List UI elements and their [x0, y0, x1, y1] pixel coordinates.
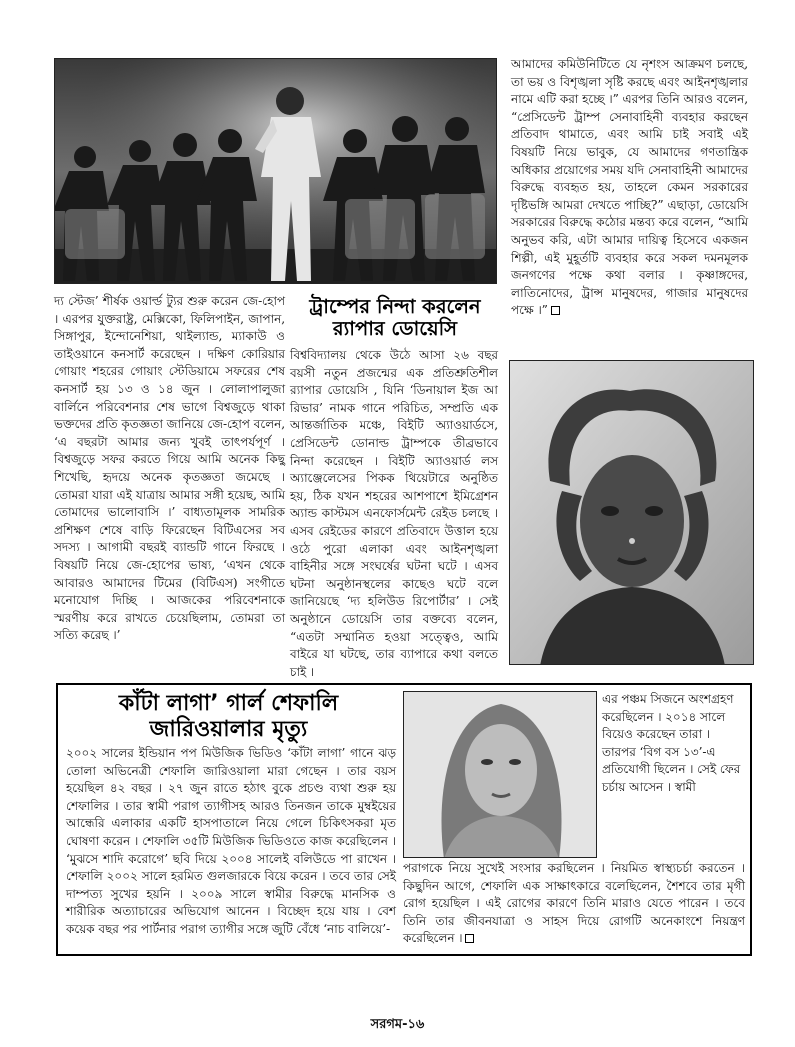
page-number	[0, 1015, 795, 1036]
shefali-portrait-illustration	[404, 692, 597, 858]
shefali-headline-line1: কাঁটা লাগা’ গার্ল শেফালি	[118, 691, 339, 716]
top-right-column-text	[511, 56, 748, 356]
stage-photo-illustration	[55, 59, 497, 284]
doechii-portrait-illustration	[510, 361, 754, 665]
shefali-portrait-photo	[403, 691, 597, 858]
shefali-bottom-body: পরাগকে নিয়ে সুখেই সংসার করছিলেন । নিয়মিত স্বাস্থ্যচর্চা করতেন । কিছুদিন আগে, শেফালি এক সাক্ষাৎকারে বলেছিলেন, শৈশবে তার মৃগী রোগ হয়েছিল । এই রোগের কারণে তিনি মারাও যেতে পারেন । তবে তিনি তার জীবনযাত্রা ও সাহস দিয়ে রোগটি অনেকাংশে নিয়ন্ত্রণ করেছিলেন ।	[403, 861, 745, 946]
doechii-article-body: বিশ্ববিদ্যালয় থেকে উঠে আসা ২৬ বছর বয়সী নতুন প্রজন্মের এক প্রতিশ্রুতিশীল র‍্যাপার ডোয়েসি , যিনি ‘ডিনায়াল ইজ আ রিভার’ নামক গানে পরিচিত, সম্প্রতি এক আন্তর্জাতিক মঞ্চে, বিইটি অ্যাওয়ার্ডসে, প্রেসিডেন্ট ডোনাল্ড ট্রাম্পকে তীব্রভাবে নিন্দা করেছেন । বিইটি অ্যাওয়ার্ড লস অ্যাঞ্জেলেসের পিকক থিয়েটারে অনুষ্ঠিত হয়, ঠিক যখন শহরের আশপাশে ইমিগ্রেশন অ্যান্ড কাস্টমস এনফোর্সমেন্ট রেইড চলছে । এসব রেইডের কারণে প্রতিবাদে উত্তাল হয়ে ওঠে পুরো এলাকা এবং আইনশৃঙ্খলা বাহিনীর সঙ্গে সংঘর্ষের ঘটনা ঘটে । এসব ঘটনা অনুষ্ঠানস্থলের কাছেও ঘটে বলে জানিয়েছে ‘দ্য হলিউড রিপোর্টার’ । সেই অনুষ্ঠানে ডোয়েসি তার বক্তব্যে বলেন, “এতটা সম্মানিত হওয়া সত্ত্বেও, আমি বাইরে যা ঘটছে, তার ব্যাপারে কথা বলতে চাই ।	[290, 348, 498, 679]
shefali-headline-line2: জারিওয়ালার মৃত্যু	[149, 717, 308, 742]
doechii-article-text	[290, 347, 498, 679]
doechii-headline-line1: ট্রাম্পের নিন্দা করলেন	[309, 295, 481, 318]
page-number-text: সরগম-১৬	[370, 1017, 425, 1032]
shefali-bottom-text	[403, 860, 745, 950]
doechii-headline-line2: র‍্যাপার ডোয়েসি	[332, 317, 458, 340]
shefali-headline	[66, 691, 391, 743]
shefali-narrow-body: এর পঞ্চম সিজনে অংশগ্রহণ করেছিলেন । ২০১৪ সালে বিয়েও করেছেন তারা । তারপর ‘বিগ বস ১৩’-এ প্রতিযোগী ছিলেন । সেই ফের চর্চায় আসেন । স্বামী	[602, 692, 741, 794]
doechii-portrait-photo	[509, 360, 754, 665]
shefali-narrow-text	[602, 691, 744, 861]
end-mark-icon	[465, 934, 474, 943]
donovan-quote-continuation: আমাদের কমিউনিটিতে যে নৃশংস আক্রমণ চলছে, তা ভয় ও বিশৃঙ্খলা সৃষ্টি করছে এবং আইনশৃঙ্খলার নামে এটি করা হচ্ছে ।” এরপর তিনি আরও বলেন, “প্রেসিডেন্ট ট্রাম্প সেনাবাহিনী ব্যবহার করছেন প্রতিবাদ থামাতে, এবং আমি চাই সবাই এই বিষয়টি নিয়ে ভাবুক, যে আমাদের গণতান্ত্রিক অধিকার প্রয়োগের সময় যদি সেনাবাহিনী আমাদের বিরুদ্ধে ব্যবহৃত হয়, তাহলে কেমন সরকারের দৃষ্টিভঙ্গি আমরা দেখতে পাচ্ছি?” এছাড়া, ডোয়েসি সরকারের বিরুদ্ধে কঠোর মন্তব্য করে বলেন, “আমি অনুভব করি, এটা আমার দায়িত্ব হিসেবে একজন শিল্পী, এই মুহূর্তটি ব্যবহার করে সকল দমনমূলক জনগণের পক্ষে কথা বলার । কৃষ্ণাঙ্গদের, লাতিনোদের, ট্রান্স মানুষদের, গাজার মানুষদের পক্ষে ।”	[511, 57, 748, 318]
bts-stage-photo	[54, 58, 497, 284]
end-mark-icon	[551, 306, 560, 315]
doechii-headline	[290, 296, 500, 340]
shefali-main-text	[66, 745, 396, 945]
shefali-main-body: ২০০২ সালের ইন্ডিয়ান পপ মিউজিক ভিডিও ‘কাঁটা লাগা’ গানে ঝড় তোলা অভিনেত্রী শেফালি জারিওয়ালা মারা গেছেন । তার বয়স হয়েছিল ৪২ বছর । ২৭ জুন রাতে হঠাৎ বুকে প্রচণ্ড ব্যথা শুরু হয় শেফালির । তার স্বামী পরাগ ত্যাগীসহ আরও তিনজন তাকে মুম্বইয়ের আন্ধেরি এলাকার একটি হাসপাতালে নিয়ে গেলে চিকিৎসকরা মৃত ঘোষণা করেন । শেফালি ৩৫টি মিউজিক ভিডিওতে কাজ করেছিলেন । ‘মুঝসে শাদি করোগে’ ছবি দিয়ে ২০০৪ সালেই বলিউডে পা রাখেন । শেফালি ২০০২ সালে হরমিত গুলজারকে বিয়ে করেন । তবে তার সেই দাম্পত্য সুখের হয়নি । ২০০৯ সালে স্বামীর বিরুদ্ধে মানসিক ও শারীরিক অত্যাচারের অভিযোগ আনেন । বিচ্ছেদ হয়ে যায় । বেশ কয়েক বছর পর পার্টনার পরাগ ত্যাগীর সঙ্গে জুটি বেঁধে ‘নাচ বালিয়ে’-	[66, 746, 396, 936]
jhope-article-text: দ্য স্টেজ’ শীর্ষক ওয়ার্ল্ড ট্যুর শুরু করেন জে-হোপ । এরপর যুক্তরাষ্ট্র, মেক্সিকো, ফিলিপাইন, জাপান, সিঙ্গাপুর, ইন্দোনেশিয়া, থাইল্যান্ড, ম্যাকাউ ও তাইওয়ানে কনসার্ট করেছেন । দক্ষিণ কোরিয়ার গোয়াং শহরের গোয়াং স্টেডিয়ামে সফরের শেষ কনসার্ট হয় ১৩ ও ১৪ জুন । লোলাপালুজা বার্লিনে পরিবেশনার শেষ ভাগে বিশ্বজুড়ে থাকা ভক্তদের প্রতি কৃতজ্ঞতা জানিয়ে জে-হোপ বলেন, ‘এ বছরটা আমার জন্য খুবই তাৎপর্যপূর্ণ । বিশ্বজুড়ে সফর করতে গিয়ে আমি অনেক কিছু শিখেছি, হৃদয়ে অনেক কৃতজ্ঞতা জমেছে । তোমরা যারা এই যাত্রায় আমার সঙ্গী হয়েছ, আমি তোমাদের ভালোবাসি ।’ বাধ্যতামূলক সামরিক প্রশিক্ষণ শেষে বাড়ি ফিরেছেন বিটিএসের সব সদস্য । আগামী বছরই ব্যান্ডটি গানে ফিরছে । বিষয়টি নিয়ে জে-হোপের ভাষ্য, ‘এখন থেকে আবারও আমাদের টিমের (বিটিএস) সংগীতে মনোযোগ দিচ্ছি । আজকের পরিবেশনাকে স্মরণীয় করে রাখতে চেয়েছিলাম, তোমরা তা সত্যি করেছ ।’	[54, 294, 285, 643]
jhope-article-continuation	[54, 293, 285, 673]
